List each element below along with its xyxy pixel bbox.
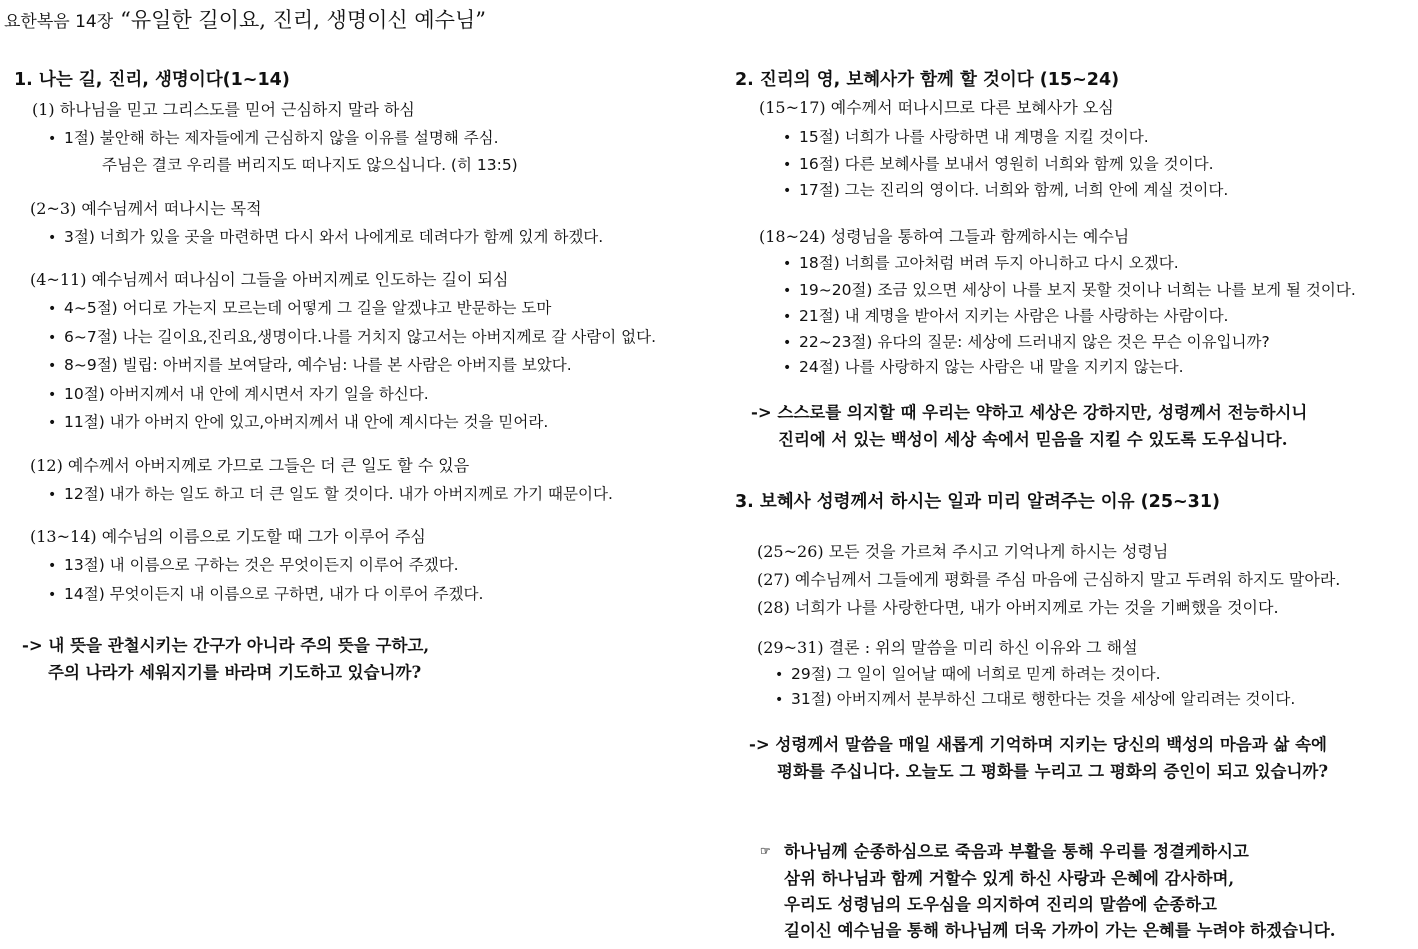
bullet-icon: • <box>783 157 792 173</box>
bullet-icon: • <box>783 283 792 299</box>
list-item: • 4~5절) 어디로 가는지 모르는데 어떻게 그 길을 알겠냐고 반문하는 도마 <box>48 299 552 317</box>
bullet-icon: • <box>48 387 57 403</box>
list-item: • 16절) 다른 보혜사를 보내서 영원히 너희와 함께 있을 것이다. <box>783 155 1214 173</box>
list-item: • 6~7절) 나는 길이요,진리요,생명이다.나를 거치지 않고서는 아버지께로 갈 사람이 없다. <box>48 328 656 346</box>
closing-line: 길이신 예수님을 통해 하나님께 더욱 가까이 가는 은혜를 누려야 하겠습니다. <box>784 921 1336 940</box>
group-1-title: (1) 하나님을 믿고 그리스도를 믿어 근심하지 말라 하심 <box>32 100 415 119</box>
application-line: 평화를 주십니다. 오늘도 그 평화를 누리고 그 평화의 증인이 되고 있습니까? <box>777 762 1329 781</box>
bullet-icon: • <box>48 330 57 346</box>
bullet-icon: • <box>48 415 57 431</box>
list-item: • 15절) 너희가 나를 사랑하면 내 계명을 지킬 것이다. <box>783 128 1149 146</box>
list-item: • 31절) 아버지께서 분부하신 그대로 행한다는 것을 세상에 알리려는 것이다. <box>775 690 1296 708</box>
group-3-title: (4~11) 예수님께서 떠나심이 그들을 아버지께로 인도하는 길이 되심 <box>30 270 509 289</box>
section-3-line: (27) 예수님께서 그들에게 평화를 주심 마음에 근심하지 말고 두려워 하지도 말아라. <box>757 570 1341 589</box>
bullet-icon: • <box>783 130 792 146</box>
list-item: • 18절) 너희를 고아처럼 버려 두지 아니하고 다시 오겠다. <box>783 254 1179 272</box>
group-2-title: (2~3) 예수님께서 떠나시는 목적 <box>30 199 262 218</box>
closing-line: ☞ 하나님께 순종하심으로 죽음과 부활을 통해 우리를 정결케하시고 <box>760 842 1249 861</box>
bullet-icon: • <box>48 358 57 374</box>
bullet-icon: • <box>783 309 792 325</box>
pointing-hand-icon: ☞ <box>760 844 771 858</box>
section-3-line: (28) 너희가 나를 사랑한다면, 내가 아버지께로 가는 것을 기뻐했을 것이다. <box>757 598 1279 617</box>
group-5-title: (13~14) 예수님의 이름으로 기도할 때 그가 이루어 주심 <box>30 527 426 546</box>
application-line: 진리에 서 있는 백성이 세상 속에서 믿음을 지킬 수 있도록 도우십니다. <box>778 430 1288 449</box>
list-item: • 13절) 내 이름으로 구하는 것은 무엇이든지 이루어 주겠다. <box>48 556 459 574</box>
group-title: (29~31) 결론 : 위의 말씀을 미리 하신 이유와 그 해설 <box>757 638 1138 657</box>
page-title <box>4 4 486 34</box>
bullet-icon: • <box>48 558 57 574</box>
group-title: (18~24) 성령님을 통하여 그들과 함께하시는 예수님 <box>759 227 1130 246</box>
list-item: • 10절) 아버지께서 내 안에 계시면서 자기 일을 하신다. <box>48 385 429 403</box>
group-title: (15~17) 예수께서 떠나시므로 다른 보혜사가 오심 <box>759 98 1114 117</box>
list-item: • 11절) 내가 아버지 안에 있고,아버지께서 내 안에 계시다는 것을 믿어라. <box>48 413 549 431</box>
bullet-icon: • <box>783 183 792 199</box>
bullet-icon: • <box>48 131 57 147</box>
list-item: • 12절) 내가 하는 일도 하고 더 큰 일도 할 것이다. 내가 아버지께로 가기 때문이다. <box>48 485 613 503</box>
bullet-icon: • <box>48 587 57 603</box>
list-item: • 19~20절) 조금 있으면 세상이 나를 보지 못할 것이나 너희는 나를 보게 될 것이다. <box>783 281 1356 299</box>
section-1-heading: 1. 나는 길, 진리, 생명이다(1~14) <box>14 70 290 90</box>
book-chapter: 요한복음 14장 <box>4 12 114 32</box>
closing-line: 우리도 성령님의 도우심을 의지하여 진리의 말씀에 순종하고 <box>784 895 1217 914</box>
section-2-heading: 2. 진리의 영, 보혜사가 함께 할 것이다 (15~24) <box>735 70 1120 90</box>
bullet-icon: • <box>775 692 784 708</box>
bullet-icon: • <box>48 230 57 246</box>
bullet-icon: • <box>783 256 792 272</box>
bullet-icon: • <box>775 667 784 683</box>
list-item: • 3절) 너희가 있을 곳을 마련하면 다시 와서 나에게로 데려다가 함께 있게 하겠다. <box>48 228 604 246</box>
section-3-line: (25~26) 모든 것을 가르쳐 주시고 기억나게 하시는 성령님 <box>757 542 1169 561</box>
bullet-icon: • <box>48 301 57 317</box>
bullet-icon: • <box>48 487 57 503</box>
section-3-heading: 3. 보혜사 성령께서 하시는 일과 미리 알려주는 이유 (25~31) <box>735 492 1221 512</box>
chapter-theme: “유일한 길이요, 진리, 생명이신 예수님” <box>120 8 486 32</box>
application-line: 주의 나라가 세워지기를 바라며 기도하고 있습니까? <box>48 663 422 682</box>
list-item: • 14절) 무엇이든지 내 이름으로 구하면, 내가 다 이루어 주겠다. <box>48 585 484 603</box>
group-4-title: (12) 예수께서 아버지께로 가므로 그들은 더 큰 일도 할 수 있음 <box>30 456 470 475</box>
list-item: • 8~9절) 빌립: 아버지를 보여달라, 예수님: 나를 본 사람은 아버지를 보았다. <box>48 356 572 374</box>
closing-line: 삼위 하나님과 함께 거할수 있게 하신 사랑과 은혜에 감사하며, <box>784 869 1235 888</box>
bullet-icon: • <box>783 335 792 351</box>
application-line: -> 성령께서 말씀을 매일 새롭게 기억하며 지키는 당신의 백성의 마음과 삶 속에 <box>749 735 1327 754</box>
list-item: • 22~23절) 유다의 질문: 세상에 드러내지 않은 것은 무슨 이유입니까? <box>783 333 1270 351</box>
list-item: • 1절) 불안해 하는 제자들에게 근심하지 않을 이유를 설명해 주심. <box>48 129 499 147</box>
list-item: • 29절) 그 일이 일어날 때에 너희로 믿게 하려는 것이다. <box>775 665 1161 683</box>
application-line: -> 스스로를 의지할 때 우리는 약하고 세상은 강하지만, 성령께서 전능하시니 <box>751 403 1308 422</box>
application-line: -> 내 뜻을 관철시키는 간구가 아니라 주의 뜻을 구하고, <box>22 636 430 655</box>
list-item: • 17절) 그는 진리의 영이다. 너희와 함께, 너희 안에 계실 것이다. <box>783 181 1229 199</box>
list-item-continuation: 주님은 결코 우리를 버리지도 떠나지도 않으십니다. (히 13:5) <box>102 156 518 174</box>
list-item: • 24절) 나를 사랑하지 않는 사람은 내 말을 지키지 않는다. <box>783 358 1184 376</box>
bullet-icon: • <box>783 360 792 376</box>
list-item: • 21절) 내 계명을 받아서 지키는 사람은 나를 사랑하는 사람이다. <box>783 307 1229 325</box>
